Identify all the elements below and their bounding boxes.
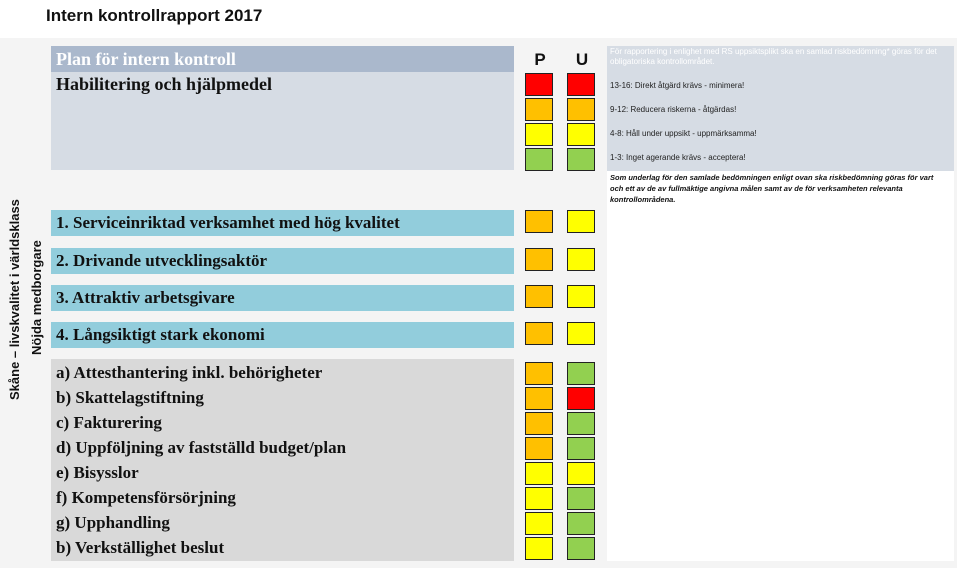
column-header-u: U xyxy=(575,50,589,69)
plan-subtitle: Habilitering och hjälpmedel xyxy=(56,74,272,94)
goal-label: 2. Drivande utvecklingsaktör xyxy=(56,251,268,270)
goal-p-cell xyxy=(525,248,553,271)
legend-swatch-u xyxy=(567,98,595,121)
goal-label: 4. Långsiktigt stark ekonomi xyxy=(56,325,265,344)
legend-swatch-p xyxy=(525,148,553,171)
control-area-u-cell xyxy=(567,487,595,510)
control-area-u-cell xyxy=(567,437,595,460)
legend-swatch-p xyxy=(525,73,553,96)
legend-level-1: 13-16: Direkt åtgärd krävs - minimera! xyxy=(610,81,745,90)
control-area-label: b) Skattelagstiftning xyxy=(56,388,204,407)
goal-row xyxy=(51,322,514,348)
goal-u-cell xyxy=(567,285,595,308)
goal-p-cell xyxy=(525,210,553,233)
legend-note-area xyxy=(607,171,954,561)
plan-header-label: Plan för intern kontroll xyxy=(56,49,236,69)
control-area-label: a) Attesthantering inkl. behörigheter xyxy=(56,363,323,382)
goal-u-cell xyxy=(567,248,595,271)
control-area-label: b) Verkställighet beslut xyxy=(56,538,225,557)
plan-body xyxy=(51,72,514,170)
legend-intro: För rapportering i enlighet med RS uppsiktsplikt ska en samlad riskbedömning* göras för det obligatoriska kontrollområdet. xyxy=(610,47,937,66)
control-area-p-cell xyxy=(525,487,553,510)
control-area-p-cell xyxy=(525,537,553,560)
goal-u-cell xyxy=(567,322,595,345)
control-area-p-cell xyxy=(525,512,553,535)
goal-label: 1. Serviceinriktad verksamhet med hög kvalitet xyxy=(56,213,400,232)
control-area-u-cell xyxy=(567,362,595,385)
control-area-p-cell xyxy=(525,362,553,385)
goal-p-cell xyxy=(525,285,553,308)
control-area-p-cell xyxy=(525,412,553,435)
goal-row xyxy=(51,248,514,274)
legend-swatch-p xyxy=(525,98,553,121)
control-area-label: g) Upphandling xyxy=(56,513,170,532)
control-area-u-cell xyxy=(567,462,595,485)
legend-level-3: 4-8: Håll under uppsikt - uppmärksamma! xyxy=(610,129,757,138)
column-header-p: P xyxy=(534,50,546,69)
control-area-label: c) Fakturering xyxy=(56,413,162,432)
goal-row xyxy=(51,285,514,311)
control-area-label: f) Kompetensförsörjning xyxy=(56,488,236,507)
control-area-label: e) Bisysslor xyxy=(56,463,139,482)
control-area-u-cell xyxy=(567,512,595,535)
control-area-u-cell xyxy=(567,412,595,435)
control-area-p-cell xyxy=(525,387,553,410)
legend-note: Som underlag för den samlade bedömningen enligt ovan ska riskbedömning göras för vart och ett av de av fullmäktige angivna målen samt av de för verksamheten relevanta kontrollområdena. xyxy=(610,173,934,204)
plan-header xyxy=(51,46,514,72)
control-area-p-cell xyxy=(525,437,553,460)
legend-level-4: 1-3: Inget agerande krävs - acceptera! xyxy=(610,153,746,162)
legend-swatch-u xyxy=(567,123,595,146)
side-label-inner: Nöjda medborgare xyxy=(29,240,44,355)
goal-u-cell xyxy=(567,210,595,233)
goal-row xyxy=(51,210,514,236)
legend-swatch-u xyxy=(567,148,595,171)
side-label-outer: Skåne – livskvalitet i världsklass xyxy=(7,199,22,400)
control-area-p-cell xyxy=(525,462,553,485)
goal-p-cell xyxy=(525,322,553,345)
control-area-u-cell xyxy=(567,387,595,410)
control-area-u-cell xyxy=(567,537,595,560)
control-area-label: d) Uppföljning av fastställd budget/plan xyxy=(56,438,347,457)
legend-level-2: 9-12: Reducera riskerna - åtgärdas! xyxy=(610,105,737,114)
legend-swatch-u xyxy=(567,73,595,96)
goal-label: 3. Attraktiv arbetsgivare xyxy=(56,288,235,307)
legend-swatch-p xyxy=(525,123,553,146)
report-title: Intern kontrollrapport 2017 xyxy=(46,6,263,25)
